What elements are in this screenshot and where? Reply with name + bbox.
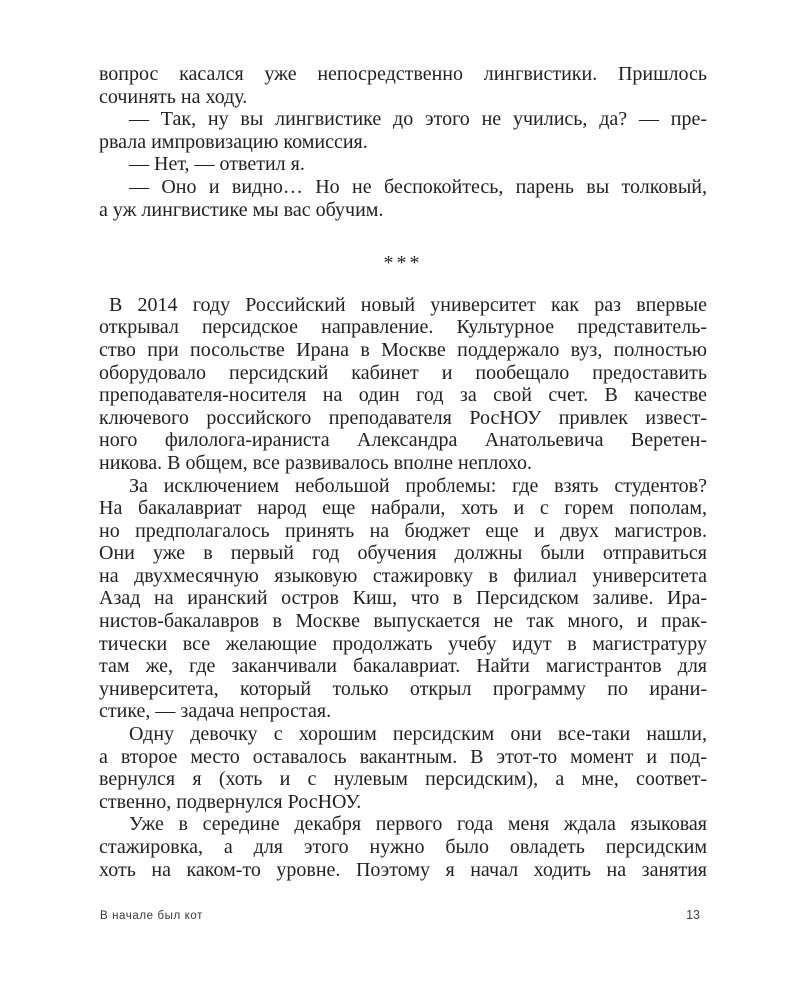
text-line: Азад на иранский остров Киш, что в Персидском заливе. Ира- xyxy=(99,587,707,610)
text-line: — Так, ну вы лингвистике до этого не учились, да? — пре- xyxy=(129,108,707,131)
text-line: — Оно и видно… Но не беспокойтесь, парень вы толковый, xyxy=(129,175,707,198)
paragraph xyxy=(99,108,707,153)
text-line: За исключением небольшой проблемы: где взять студентов? xyxy=(129,474,707,497)
text-line: тически все желающие продолжать учебу идут в магистратуру xyxy=(99,632,707,655)
text-column xyxy=(99,63,707,881)
text-line: открывал персидское направление. Культурное представитель- xyxy=(99,316,707,339)
text-line: ключевого российского преподавателя РосНОУ привлек извест- xyxy=(99,406,707,429)
paragraph xyxy=(99,63,707,108)
page-number: 13 xyxy=(686,908,700,922)
text-line: ство при посольстве Ирана в Москве поддержало вуз, полностью xyxy=(99,338,707,361)
text-line: Они уже в первый год обучения должны были отправиться xyxy=(99,542,707,565)
text-line: стажировка, а для этого нужно было овладеть персидским xyxy=(99,836,707,858)
page-footer xyxy=(100,908,700,922)
text-line: оборудовало персидский кабинет и пообещало предоставить xyxy=(99,361,707,384)
text-line: На бакалавриат народ еще набрали, хоть и с горем пополам, xyxy=(99,497,707,520)
text-line: рвала импровизацию комиссия. xyxy=(99,130,368,153)
text-line: а уж лингвистике мы вас обучим. xyxy=(99,198,384,221)
section-separator: *** xyxy=(383,252,423,275)
text-line: вернулся я (хоть и с нулевым персидским), а мне, соответ- xyxy=(99,768,707,791)
text-line: нистов-бакалавров в Москве выпускается не так много, и прак- xyxy=(99,610,707,633)
paragraph xyxy=(99,813,707,881)
text-line: никова. В общем, все развивалось вполне неплохо. xyxy=(99,451,533,474)
text-line: ного филолога-ираниста Александра Анатольевича Веретен- xyxy=(99,429,707,452)
paragraph xyxy=(99,723,707,813)
text-line: хоть на каком-то уровне. Поэтому я начал ходить на занятия xyxy=(99,858,707,881)
paragraph xyxy=(99,176,707,221)
paragraph xyxy=(99,153,707,176)
text-line: В 2014 году Российский новый университет как раз впервые xyxy=(109,293,707,316)
text-line: там же, где заканчивали бакалавриат. Найти магистрантов для xyxy=(99,655,707,678)
paragraph xyxy=(99,475,707,724)
text-line: Уже в середине декабря первого года меня ждала языковая xyxy=(129,813,707,836)
text-line: на двухмесячную языковую стажировку в филиал университета xyxy=(99,564,707,587)
text-line: — Нет, — ответил я. xyxy=(129,153,305,176)
text-line: Одну девочку с хорошим персидским они все-таки нашли, xyxy=(129,723,707,746)
text-line: сочинять на ходу. xyxy=(99,85,248,108)
text-line: стике, — задача непростая. xyxy=(99,700,332,723)
text-line: вопрос касался уже непосредственно лингвистики. Пришлось xyxy=(99,63,707,85)
text-line: ственно, подвернулся РосНОУ. xyxy=(99,790,362,813)
running-title: В начале был кот xyxy=(100,910,203,922)
text-line: университета, который только открыл программу по ирани- xyxy=(99,677,707,700)
paragraph xyxy=(99,294,707,475)
text-line: преподавателя-носителя на один год за свой счет. В качестве xyxy=(99,384,707,407)
text-line: но предполагалось принять на бюджет еще и двух магистров. xyxy=(99,519,707,542)
text-line: а второе место оставалось вакантным. В этот-то момент и под- xyxy=(99,745,707,768)
